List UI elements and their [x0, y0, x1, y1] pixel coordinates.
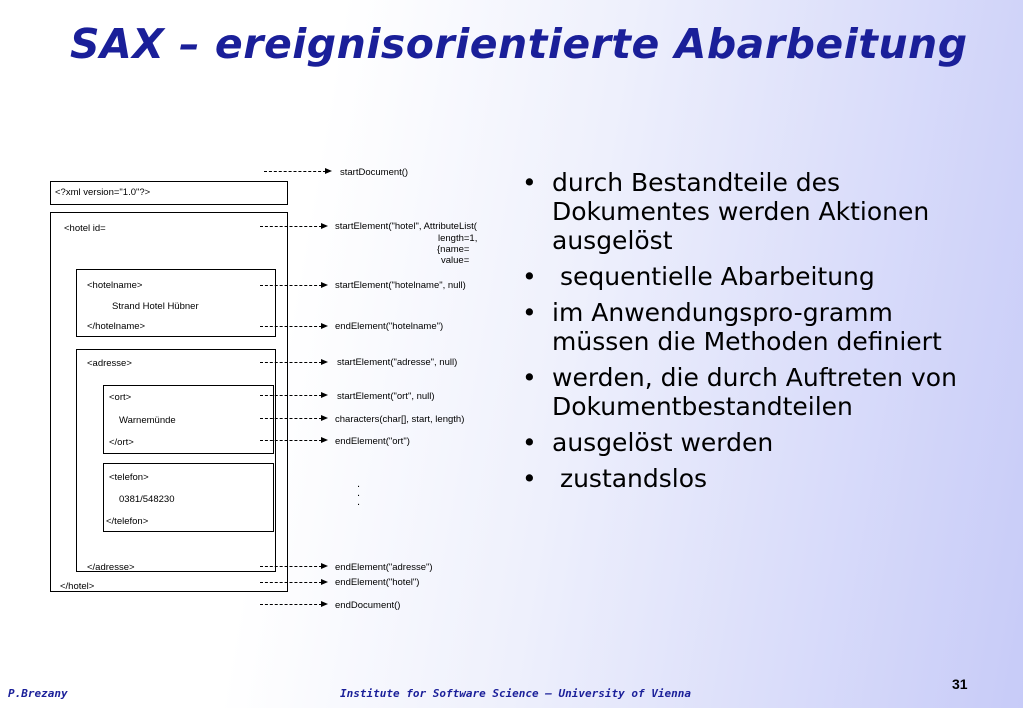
bullet-marker: •	[522, 363, 537, 392]
footer-institute: Institute for Software Science – University of Vienna	[340, 687, 691, 700]
event-start-hotelname: startElement("hotelname", null)	[335, 280, 466, 291]
ort-open-tag: <ort>	[109, 392, 132, 403]
adresse-close-tag: </adresse>	[87, 562, 135, 573]
arrow-end-adresse	[260, 566, 322, 567]
arrow-start-hotel	[260, 226, 322, 227]
arrow-start-document	[264, 171, 326, 172]
arrow-start-ort	[260, 395, 322, 396]
bullet-text: sequentielle Abarbeitung	[552, 262, 875, 291]
arrow-end-document	[260, 604, 322, 605]
event-characters: characters(char[], start, length)	[335, 414, 465, 425]
event-end-adresse: endElement("adresse")	[335, 562, 433, 573]
arrow-end-ort	[260, 440, 322, 441]
hotel-close-tag: </hotel>	[60, 581, 95, 592]
telefon-close-tag: </telefon>	[106, 516, 149, 527]
telefon-text: 0381/548230	[119, 494, 175, 505]
bullet-text: werden, die durch Auftreten von Dokumentbestandteilen	[552, 363, 957, 421]
event-end-ort: endElement("ort")	[335, 436, 410, 447]
event-end-hotel: endElement("hotel")	[335, 577, 420, 588]
ort-text: Warnemünde	[119, 415, 176, 426]
event-end-hotelname: endElement("hotelname")	[335, 321, 444, 332]
hotelname-close-tag: </hotelname>	[87, 321, 146, 332]
bullet-marker: •	[522, 464, 537, 493]
event-start-hotel-line3: {name=	[437, 244, 470, 255]
page-number: 31	[952, 676, 968, 692]
arrow-characters	[260, 418, 322, 419]
hotelname-text: Strand Hotel Hübner	[112, 301, 199, 312]
arrow-end-hotel	[260, 582, 322, 583]
xml-declaration-text: <?xml version="1.0"?>	[55, 187, 151, 198]
event-start-hotel-line2: length=1,	[438, 233, 478, 244]
event-start-hotel-line4: value=	[441, 255, 470, 266]
event-ellipsis: . . .	[357, 478, 361, 508]
bullet-item	[520, 464, 960, 493]
hotel-open-tag: <hotel id=	[64, 223, 106, 234]
bullet-marker: •	[522, 428, 537, 457]
bullet-text: im Anwendungspro-gramm müssen die Methoden definiert	[552, 298, 942, 356]
sax-event-diagram	[0, 0, 520, 640]
event-start-adresse: startElement("adresse", null)	[337, 357, 458, 368]
footer-author: P.Brezany	[8, 687, 68, 700]
event-start-hotel-line1: startElement("hotel", AttributeList(	[335, 221, 477, 232]
arrow-end-hotelname	[260, 326, 322, 327]
adresse-open-tag: <adresse>	[87, 358, 132, 369]
arrow-start-hotelname	[260, 285, 322, 286]
bullet-marker: •	[522, 262, 537, 291]
bullet-text: durch Bestandteile des Dokumentes werden Aktionen ausgelöst	[552, 168, 930, 255]
bullet-marker: •	[522, 298, 537, 327]
event-end-document: endDocument()	[335, 600, 401, 611]
ort-close-tag: </ort>	[109, 437, 134, 448]
bullet-item	[520, 298, 960, 356]
bullet-list	[520, 168, 960, 500]
telefon-open-tag: <telefon>	[109, 472, 149, 483]
slide-title: SAX – ereignisorientierte Abarbeitung	[70, 20, 968, 68]
arrow-start-adresse	[260, 362, 322, 363]
bullet-item	[520, 262, 960, 291]
event-start-document: startDocument()	[340, 167, 409, 178]
adresse-element-box	[76, 349, 276, 572]
bullet-item	[520, 363, 960, 421]
bullet-text: zustandslos	[552, 464, 708, 493]
bullet-text: ausgelöst werden	[552, 428, 774, 457]
bullet-item	[520, 168, 960, 255]
event-start-ort: startElement("ort", null)	[337, 391, 435, 402]
hotelname-open-tag: <hotelname>	[87, 280, 143, 291]
bullet-item	[520, 428, 960, 457]
bullet-marker: •	[522, 168, 537, 197]
